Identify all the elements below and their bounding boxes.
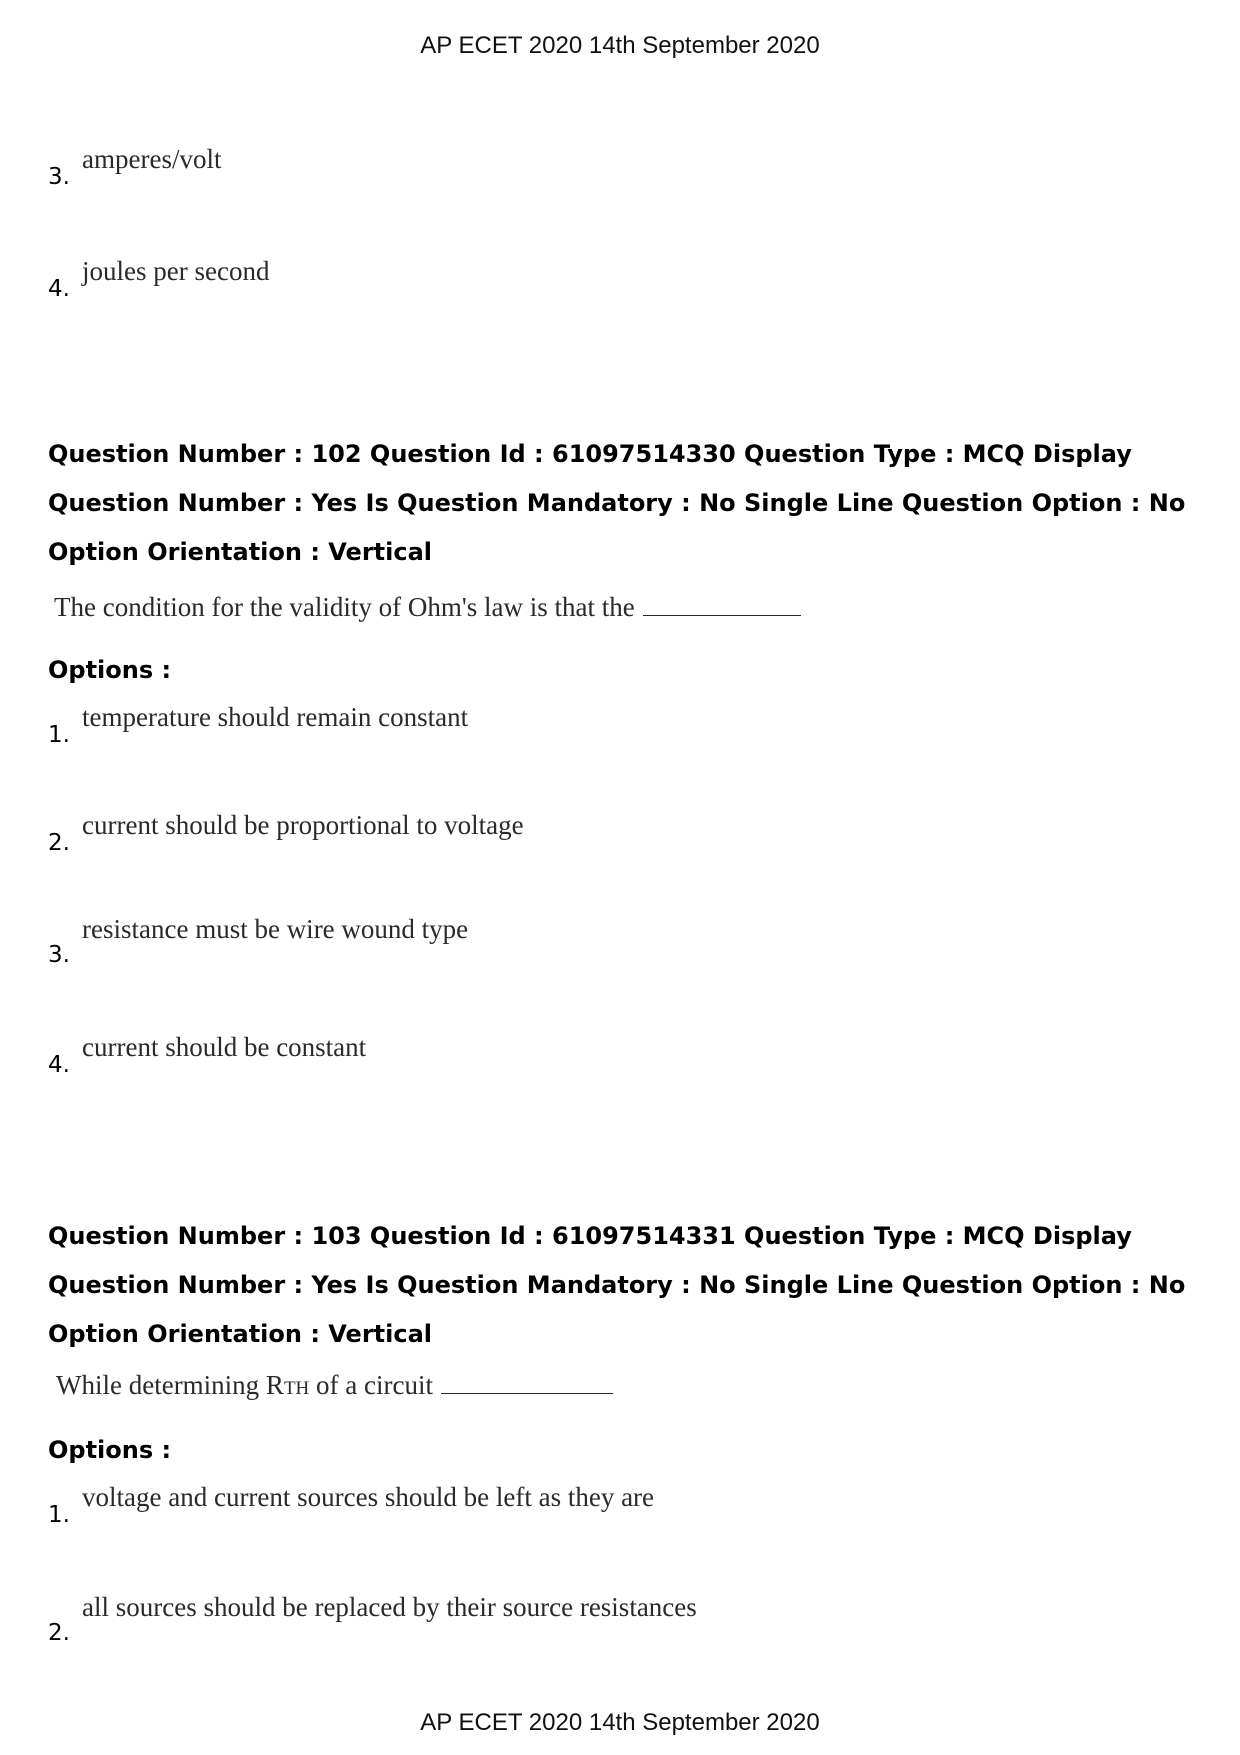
question-103-options-label: Options : bbox=[48, 1436, 172, 1464]
subscript-th: TH bbox=[283, 1378, 310, 1399]
question-102-meta: Question Number : 102 Question Id : 61097514330 Question Type : MCQ Display Question Number : Yes Is Question Mandatory : No Single Line Question Option : No Option Orientation : Vertical bbox=[48, 440, 1186, 566]
answer-blank bbox=[441, 1392, 613, 1394]
q102-option-3 bbox=[48, 914, 1148, 974]
option-number: 2. bbox=[48, 830, 70, 856]
page-header: AP ECET 2020 14th September 2020 bbox=[420, 32, 820, 59]
question-103-meta: Question Number : 103 Question Id : 61097514331 Question Type : MCQ Display Question Number : Yes Is Question Mandatory : No Single Line Question Option : No Option Orientation : Vertical bbox=[48, 1222, 1186, 1348]
question-text: While determining R bbox=[56, 1370, 284, 1400]
option-number: 1. bbox=[48, 1502, 70, 1528]
question-text: The condition for the validity of Ohm's law is that the bbox=[54, 592, 635, 622]
question-text-rest: of a circuit bbox=[309, 1370, 433, 1400]
option-number: 4. bbox=[48, 1052, 70, 1078]
question-103-text bbox=[56, 1370, 613, 1401]
option-text: current should be constant bbox=[82, 1032, 367, 1062]
prev-option-4 bbox=[48, 256, 1148, 316]
option-text: resistance must be wire wound type bbox=[82, 914, 469, 944]
q102-option-2 bbox=[48, 810, 1148, 870]
option-number: 1. bbox=[48, 722, 70, 748]
answer-blank bbox=[643, 614, 801, 616]
q102-option-4 bbox=[48, 1032, 1148, 1092]
question-102-text bbox=[54, 592, 801, 623]
option-text: joules per second bbox=[82, 256, 270, 286]
option-number: 4. bbox=[48, 276, 70, 302]
q103-option-2 bbox=[48, 1592, 1148, 1652]
option-text: amperes/volt bbox=[82, 144, 222, 174]
q103-option-1 bbox=[48, 1482, 1148, 1542]
option-text: temperature should remain constant bbox=[82, 702, 469, 732]
option-text: current should be proportional to voltage bbox=[82, 810, 524, 840]
option-number: 2. bbox=[48, 1620, 70, 1646]
q102-option-1 bbox=[48, 702, 1148, 762]
option-number: 3. bbox=[48, 164, 70, 190]
option-number: 3. bbox=[48, 942, 70, 968]
option-text: all sources should be replaced by their source resistances bbox=[82, 1592, 697, 1622]
page-footer: AP ECET 2020 14th September 2020 bbox=[420, 1709, 820, 1736]
prev-option-3 bbox=[48, 144, 1148, 204]
option-text: voltage and current sources should be left as they are bbox=[82, 1482, 655, 1512]
question-102-options-label: Options : bbox=[48, 656, 172, 684]
